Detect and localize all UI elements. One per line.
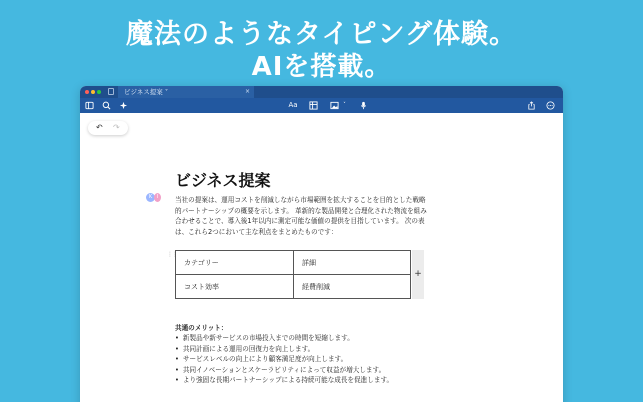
table-cell[interactable]: コスト効率	[176, 275, 294, 299]
body-paragraph[interactable]	[175, 195, 460, 237]
list-item: • 共同計画による運用の回復力を向上します。	[175, 344, 393, 354]
search-icon[interactable]	[102, 101, 111, 110]
minimize-window-button[interactable]	[91, 90, 95, 94]
document-title[interactable]: ビジネス提案	[175, 171, 271, 190]
close-window-button[interactable]	[85, 90, 89, 94]
add-column-button[interactable]: +	[412, 250, 424, 299]
image-icon[interactable]	[330, 101, 339, 110]
image-menu-chevron-icon[interactable]: ˅	[343, 102, 346, 108]
table-cell[interactable]: カテゴリー	[176, 251, 294, 275]
table-row	[176, 251, 411, 275]
redo-button[interactable]: ↷	[113, 123, 120, 132]
app-window	[80, 86, 563, 402]
merits-section[interactable]	[175, 323, 393, 385]
undo-button[interactable]: ↶	[96, 123, 103, 132]
table-icon[interactable]	[309, 101, 318, 110]
merits-heading: 共通のメリット：	[175, 324, 228, 332]
document-canvas[interactable]	[80, 113, 563, 402]
table-row	[176, 275, 411, 299]
paragraph-line: 的パートナーシップの概要を示します。 革新的な製品開発と合理化された物流を組み	[175, 206, 427, 215]
paragraph-line: 当社の提案は、運用コストを削減しながら市場範囲を拡大することを目的とした戦略	[175, 196, 426, 204]
text-style-button[interactable]: Aa	[288, 101, 298, 109]
ai-sparkle-icon[interactable]	[119, 101, 128, 110]
data-table	[175, 250, 411, 299]
list-item: • より強固な長期パートナーシップによる持続可能な成長を促進します。	[175, 375, 393, 385]
paragraph-line: 合わせることで、導入後1年以内に測定可能な価値の提供を目指しています。 次の表	[175, 217, 425, 225]
undo-redo-control	[88, 121, 128, 135]
paragraph-line: は、これら2つにおいて主な利点をまとめたものです：	[175, 227, 338, 236]
list-item: • 新製品や新サービスの市場投入までの時間を短縮します。	[175, 333, 393, 343]
list-item: • サービスレベルの向上により顧客満足度が向上します。	[175, 354, 393, 364]
zoom-window-button[interactable]	[97, 90, 101, 94]
table-cell[interactable]: 経費削減	[294, 275, 411, 299]
list-item: • 共同イノベーションとスケーラビリティによって収益が増大します。	[175, 365, 393, 375]
collaborator-avatar[interactable]: I	[154, 193, 161, 202]
headline-line-2: AIを搭載。	[251, 52, 392, 82]
toolbar	[80, 98, 563, 113]
merits-list	[175, 333, 393, 385]
headline-line-1: 魔法のようなタイピング体験。	[126, 19, 517, 50]
table-drag-handle-icon[interactable]: ⋮⋮	[167, 251, 177, 258]
title-bar	[80, 86, 563, 98]
table-cell[interactable]: 詳細	[294, 251, 411, 275]
tab-close-icon[interactable]: ×	[244, 88, 250, 95]
sidebar-icon[interactable]	[85, 101, 94, 110]
share-icon[interactable]	[527, 101, 536, 110]
document-tab-label: ビジネス提案 ˅	[124, 88, 169, 96]
microphone-icon[interactable]	[359, 101, 368, 110]
more-options-icon[interactable]	[546, 101, 555, 110]
tab-overview-icon[interactable]	[108, 88, 114, 95]
collaborator-avatar[interactable]: K	[146, 193, 155, 202]
document-tab[interactable]	[118, 86, 254, 98]
